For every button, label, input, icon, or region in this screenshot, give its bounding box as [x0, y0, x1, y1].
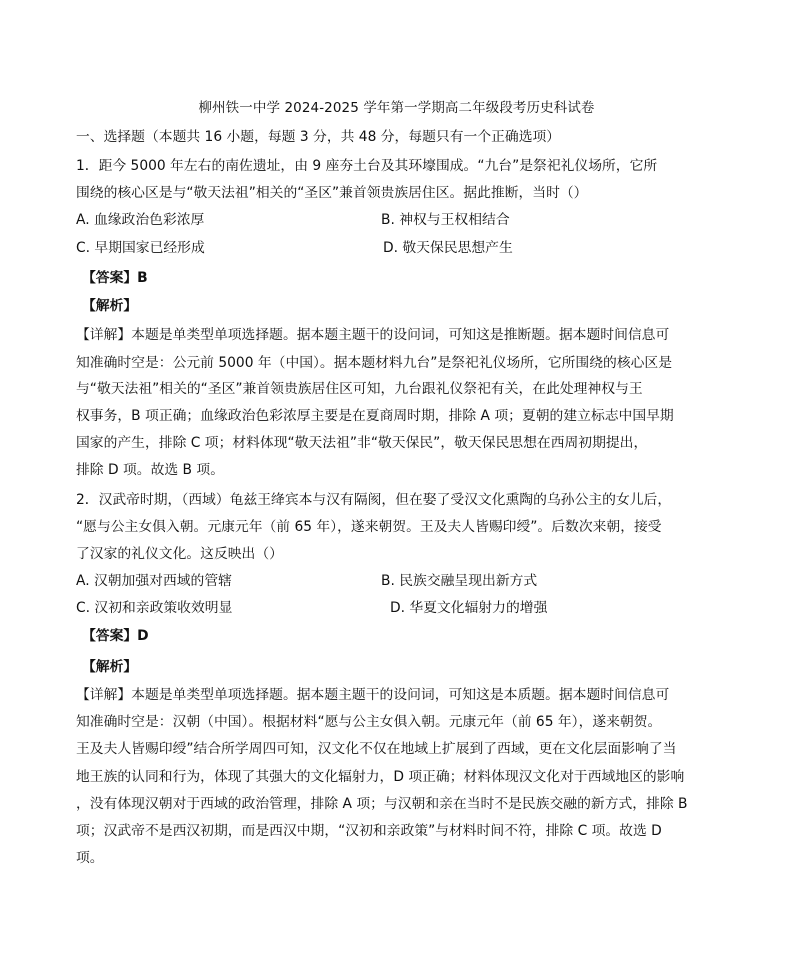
- q1-analysis-line: 知准确时空是：公元前 5000 年（中国）。据本题材料九台”是祭祀礼仪场所，它所围绕的核心区是: [76, 355, 673, 371]
- q1-analysis-line: 权事务，B 项正确；血缘政治色彩浓厚主要是在夏商周时期，排除 A 项；夏朝的建立标志中国早期: [76, 408, 674, 424]
- q2-analysis-line: 王及夫人皆赐印绶”结合所学周四可知，汉文化不仅在地域上扩展到了西域，更在文化层面影响了当: [76, 741, 677, 757]
- q2-analysis-line: 知准确时空是：汉朝（中国）。根据材料“愿与公主女俱入朝。元康元年（前 65 年），遂来朝贺。: [76, 714, 662, 730]
- q2-stem-line: 了汉家的礼仪文化。这反映出（）: [76, 546, 283, 562]
- q1-option-c: C. 早期国家已经形成: [76, 240, 205, 256]
- q2-analysis-line: 项。: [76, 850, 104, 866]
- q1-analysis-line: 【详解】本题是单类型单项选择题。据本题主题干的设问词，可知这是推断题。据本题时间信息可: [76, 327, 670, 343]
- q2-option-d: D. 华夏文化辐射力的增强: [390, 600, 548, 616]
- q2-analysis-line: 地王族的认同和行为，体现了其强大的文化辐射力，D 项正确；材料体现汉文化对于西域地区的影响: [76, 769, 685, 785]
- q1-analysis-line: 国家的产生，排除 C 项；材料体现“敬天法祖”非“敬天保民”，敬天保民思想在西周初期提出，: [76, 435, 648, 451]
- q2-analysis-line: 项；汉武帝不是西汉初期，而是西汉中期，“汉初和亲政策”与材料时间不符，排除 C 项。故选 D: [76, 823, 662, 839]
- q2-answer: 【答案】D: [82, 628, 149, 644]
- q2-option-b: B. 民族交融呈现出新方式: [381, 573, 538, 589]
- q1-stem-line: 围绕的核心区是与“敬天法祖”相关的“圣区”兼首领贵族居住区。据此推断，当时（）: [76, 185, 588, 201]
- q1-analysis-line: 与“敬天法祖”相关的“圣区”兼首领贵族居住区可知，九台跟礼仪祭祀有关，在此处理神权与王: [76, 381, 643, 397]
- q1-analysis-line: 排除 D 项。故选 B 项。: [76, 462, 225, 478]
- q2-analysis-label: 【解析】: [82, 659, 138, 675]
- q2-stem-line: 2．汉武帝时期，（西域）龟兹王绛宾本与汉有隔阂，但在娶了受汉文化熏陶的乌孙公主的女儿后，: [76, 492, 672, 508]
- exam-title: 柳州铁一中学 2024-2025 学年第一学期高二年级段考历史科试卷: [198, 100, 595, 116]
- q2-stem-line: “愿与公主女俱入朝。元康元年（前 65 年），遂来朝贺。王及夫人皆赐印绶”。后数次来朝，接受: [76, 519, 662, 535]
- section-heading: 一、选择题（本题共 16 小题，每题 3 分，共 48 分，每题只有一个正确选项）: [76, 129, 561, 145]
- q2-analysis-line: 【详解】本题是单类型单项选择题。据本题主题干的设问词，可知这是本质题。据本题时间信息可: [76, 687, 670, 703]
- q1-answer: 【答案】B: [82, 270, 148, 286]
- q1-stem-line: 1．距今 5000 年左右的南佐遗址，由 9 座夯土台及其环壕围成。“九台”是祭祀礼仪场所，它所: [76, 158, 658, 174]
- q1-analysis-label: 【解析】: [82, 298, 138, 314]
- q1-option-a: A. 血缘政治色彩浓厚: [76, 212, 205, 228]
- q2-analysis-line: ，没有体现汉朝对于西域的政治管理，排除 A 项；与汉朝和亲在当时不是民族交融的新方式，排除 B: [76, 796, 688, 812]
- q1-option-d: D. 敬天保民思想产生: [383, 240, 513, 256]
- q2-option-a: A. 汉朝加强对西域的管辖: [76, 573, 232, 589]
- q1-option-b: B. 神权与王权相结合: [381, 212, 510, 228]
- q2-option-c: C. 汉初和亲政策收效明显: [76, 600, 233, 616]
